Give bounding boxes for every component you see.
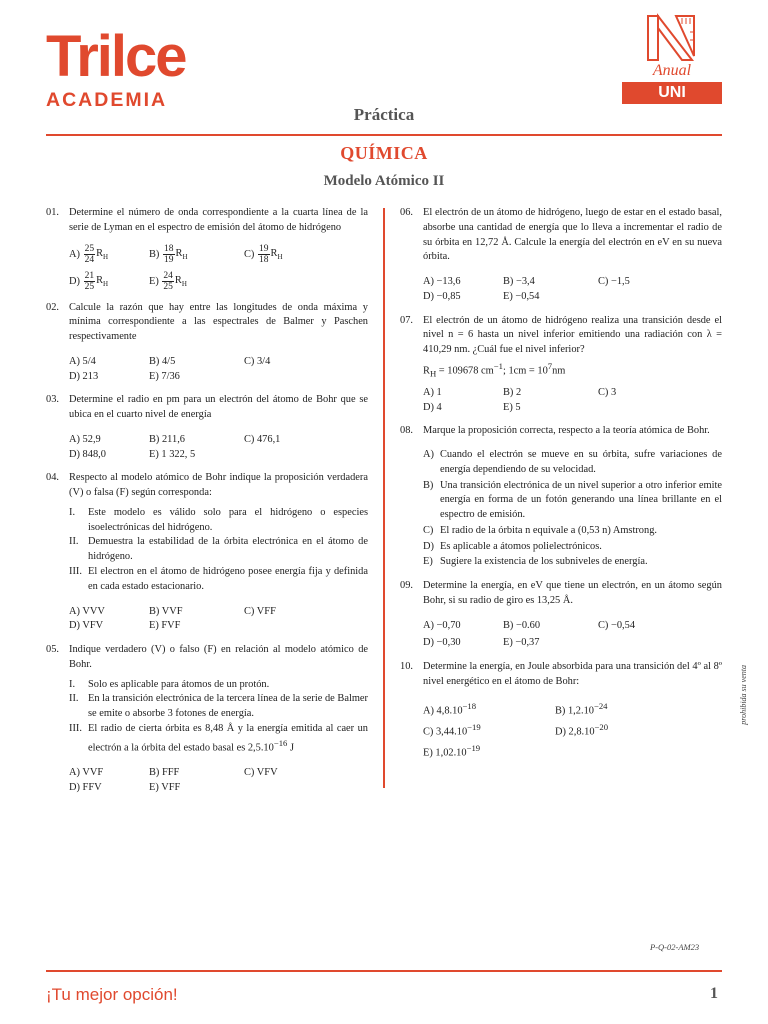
prohibited-sale-notice: prohibida su venta [739,665,748,725]
option-d: D) FFV [69,781,102,793]
option-d: D) VFV [69,620,104,632]
question-06 [400,206,722,305]
proposition-ii: II. En la transición electrónica de la tercera línea de la serie de Balmer se emite o absorbe 3 fotones de energía. [69,693,368,720]
question-number: 10. [400,661,413,673]
option-a: A) VVV [69,605,105,617]
question-number: 06. [400,207,413,218]
page-number: 1 [710,985,718,1002]
answer-options [69,244,368,292]
question-note: $R_H = 109678$ $cm^{-1}$; $1cm = 10^7nm$ [423,360,566,379]
option-c: C) 3/4 [244,355,271,367]
proposition-i: I. Este modelo es válido solo para el hidrógeno o especies isoelectrónicas del hidrógeno. [69,506,368,533]
option-c: C) 3 [598,386,617,398]
question-09 [400,579,722,651]
option-b: B) $\frac{18}{19}$ $R_H$ [149,243,188,265]
option-e: E) 1 322, 5 [149,448,196,460]
question-02 [46,301,368,385]
proposition-iii: III. El radio de cierta órbita es 8,48 Å y la energía emitida al caer un electrón a la órbita del estado basal es $2,5.10^{-16}$ J [69,722,368,754]
question-number: 07. [400,314,413,326]
option-d: D) −0,30 [423,637,461,649]
option-a: A) Cuando el electrón se mueve en su órbita, sufre variaciones de energía dependiendo de su velocidad. [423,449,722,475]
question-03 [46,393,368,462]
option-e: E) $\frac{24}{25}$ $R_H$ [149,270,187,292]
option-c: C) $\frac{19}{18}$ $R_H$ [244,243,283,265]
option-c: C) $3,44.10^{-19}$ [423,722,481,738]
option-c: C) 476,1 [244,433,281,445]
question-text: Respecto al modelo atómico de Bohr indique la proposición verdadera (V) o falsa (F) según corresponda: [69,472,368,499]
option-b: B) FFF [149,766,180,778]
question-08 [400,424,722,570]
logo-sub-text: ACADEMIA [46,89,168,111]
option-d: D) $2,8.10^{-20}$ [555,722,609,738]
question-text: Indique verdadero (V) o falso (F) en relación al modelo atómico de Bohr. [69,644,368,670]
question-text: Determine la energía, en eV que tiene un electrón, en un átomo según Bohr, si su radio de giro es 13,25 Å. [423,580,722,606]
option-a: A) −0,70 [423,619,461,631]
option-a: A) VVF [69,766,104,778]
option-e: E) FVF [149,620,181,632]
topic-title: Modelo Atómico II [323,173,445,189]
option-b: B) 4/5 [149,355,176,367]
question-text: El electrón de un átomo de hidrógeno, luego de estar en el estado basal, absorbe una cantidad de energía que lo lleva a incrementar el radio de su órbita en 12,72 Å. Calcule la energía del electrón en eV en su nueva órbita. [423,207,722,263]
option-a: A) $4,8.10^{-18}$ [423,700,477,717]
answer-options [423,619,722,652]
question-number: 08. [400,425,413,437]
proposition-i: I. Solo es aplicable para átomos de un protón. [69,678,270,690]
question-number: 09. [400,580,413,592]
answer-options [69,433,368,463]
left-column [46,206,368,804]
logo-main-text: Trilce [46,24,186,89]
answer-options [69,766,368,796]
header-rule [46,134,722,136]
option-a: A) 52,9 [69,433,101,445]
option-e: E) −0,37 [503,637,540,649]
answer-options [69,355,368,385]
option-e: E) VFF [149,781,181,793]
option-c: C) VFV [244,766,278,778]
option-c: C) −0,54 [598,619,636,631]
question-number: 01. [46,207,59,218]
question-number: 05. [46,644,59,656]
option-b: B) −3,4 [503,276,535,288]
proposition-iii: III. El electron en el átomo de hidrógeno posee energía fija y definida en cada estado estacionario. [69,566,368,592]
question-number: 03. [46,394,59,406]
right-column [400,206,722,770]
option-e: E) $1,02.10^{-19}$ [423,743,481,759]
question-text: Determine el radio en pm para un electrón del átomo de Bohr que se ubica en el cuarto nivel de energía [69,394,368,421]
option-a: A) −13,6 [423,276,461,288]
subject-title: QUÍMICA [340,143,428,163]
answer-options [69,605,368,635]
option-a: A) 5/4 [69,355,96,367]
option-e: E) 5 [503,401,521,413]
option-e: E) −0,54 [503,290,540,302]
question-10 [400,660,722,761]
option-c: C) El radio de la órbita n equivale a (0,53 n) Amstrong. [423,524,657,536]
answer-options [423,275,722,305]
option-b: B) VVF [149,605,183,617]
anual-uni-badge [622,12,722,104]
option-c: C) −1,5 [598,276,630,288]
question-text: Determine la energía, en Joule absorbida para una transición del 4º al 8º nivel energético en el átomo de Bohr: [423,661,722,687]
question-text: Calcule la razón que hay entre las longitudes de onda máxima y mínima correspondiente a las espectrales de Balmer y Paschen respectivamente [69,301,368,343]
question-text: El electrón de un átomo de hidrógeno realiza una transición desde el nivel n = 6 hasta un nivel inferior emitiendo una radiación con λ = 410,29 nm. ¿Cuál fue el nivel inferior? [423,314,722,356]
trilce-logo [46,24,186,111]
practica-heading: Práctica [353,105,415,124]
option-a: A) $\frac{25}{24}$ $R_H$ [69,243,109,265]
anual-logo-icon [646,12,698,64]
option-b: B) Una transición electrónica de un nivel superior a otro inferior emite energía en forma de un fotón generando una línea brillante en el espectro de emisión. [423,479,722,521]
question-number: 02. [46,301,59,313]
option-e: E) Sugiere la existencia de los subniveles de energía. [423,556,648,568]
question-05 [46,643,368,795]
option-d: D) $\frac{21}{25}$ $R_H$ [69,270,109,292]
footer-slogan: ¡Tu mejor opción! [46,985,178,1004]
option-e: E) 7/36 [149,370,180,382]
anual-label: Anual [652,62,692,79]
option-d: D) 848,0 [69,448,106,460]
question-04 [46,471,368,634]
option-b: B) 2 [503,386,522,398]
question-text: Determine el número de onda correspondiente a la cuarta línea de la serie de Lyman en el espectro de emisión del átomo de hidrógeno [69,207,368,233]
option-d: D) 4 [423,401,442,413]
footer-rule [46,970,722,972]
column-divider [383,208,385,788]
proposition-ii: II. Demuestra la estabilidad de la órbita electrónica en el átomo de hidrógeno. [69,536,368,563]
question-01 [46,206,368,292]
question-number: 04. [46,472,59,484]
document-code: P-Q-02-AM23 [650,942,700,952]
uni-label: UNI [622,82,722,104]
option-d: D) Es aplicable a átomos polielectrónicos. [423,540,602,552]
option-a: A) 1 [423,386,442,398]
option-b: B) 211,6 [149,433,185,445]
option-b: B) −0.60 [503,619,541,631]
option-d: D) 213 [69,370,99,382]
answer-options [423,448,722,570]
question-text: Marque la proposición correcta, respecto a la teoría atómica de Bohr. [423,425,710,437]
option-c: C) VFF [244,605,276,617]
answer-options [423,386,722,416]
option-d: D) −0,85 [423,290,461,302]
answer-options [423,700,722,762]
option-b: B) $1,2.10^{-24}$ [555,700,608,717]
question-07 [400,314,722,416]
